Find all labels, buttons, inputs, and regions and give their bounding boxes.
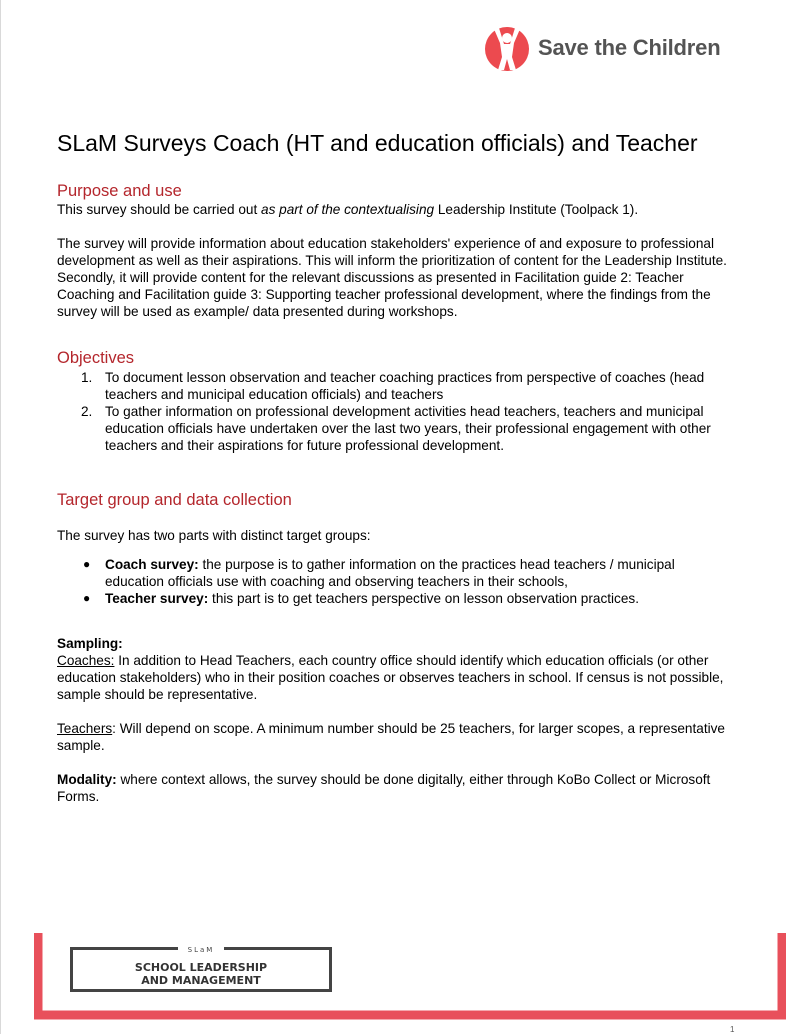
objective-item — [57, 403, 737, 454]
objective-text: To document lesson observation and teacher coaching practices from perspective of coaches (head teachers and municipal education officials) and teachers — [105, 370, 705, 402]
logo-text: Save the Children — [538, 35, 721, 60]
sampling-heading-text: Sampling: — [57, 636, 123, 651]
badge-small-text: SLaM — [187, 946, 215, 954]
target-intro: The survey has two parts with distinct target groups: — [57, 528, 371, 543]
objective-text: To gather information on professional development activities head teachers, teachers and municipal education officials have undertaken over the last two years, their professional engagement with other teachers and their aspirations for future professional development. — [105, 404, 711, 453]
objectives-heading: Objectives — [57, 349, 135, 367]
sampling-coaches — [57, 652, 737, 703]
objectives-list — [57, 369, 737, 454]
badge-line2: AND MANAGEMENT — [141, 974, 261, 987]
save-the-children-logo — [484, 21, 720, 75]
target-bullets — [57, 556, 737, 607]
objective-item — [57, 369, 737, 403]
purpose-line — [57, 201, 737, 218]
bullet-text: the purpose is to gather information on the practices head teachers / municipal education officials use with coaching and observing teachers in their schools, — [105, 557, 675, 589]
bullet-item — [57, 556, 737, 590]
document-body — [57, 128, 737, 805]
bullet-text: this part is to get teachers perspective on lesson observation practices. — [208, 591, 639, 606]
bullet-item — [57, 590, 737, 607]
save-the-children-figure-icon — [484, 23, 530, 73]
document-title: SLaM Surveys Coach (HT and education officials) and Teacher — [57, 130, 698, 156]
bullet-label: Coach survey: — [105, 557, 199, 572]
sampling-teachers — [57, 720, 737, 754]
purpose-line-italic: as part of the contextualising — [261, 202, 435, 217]
purpose-heading: Purpose and use — [57, 182, 182, 200]
badge-line1: SCHOOL LEADERSHIP — [134, 961, 268, 974]
page-number: 1 — [730, 1025, 735, 1034]
bullet-icon: ● — [83, 591, 91, 605]
slam-badge — [70, 944, 332, 992]
modality-text: where context allows, the survey should be done digitally, either through KoBo Collect or Microsoft Forms. — [57, 772, 711, 804]
modality-paragraph — [57, 771, 737, 805]
sampling-heading — [57, 635, 737, 652]
coaches-text: In addition to Head Teachers, each country office should identify which education officials (or other education stakeholders) who in their position coaches or observes teachers in school. If census is not possible, sample should be representative. — [57, 653, 724, 702]
teachers-text: : Will depend on scope. A minimum number should be 25 teachers, for larger scopes, a representative sample. — [57, 721, 725, 753]
modality-label: Modality: — [57, 772, 117, 787]
bullet-icon: ● — [83, 557, 91, 571]
teachers-label: Teachers — [57, 721, 113, 736]
target-heading: Target group and data collection — [57, 491, 292, 509]
purpose-line-start: This survey should be carried out — [57, 202, 262, 217]
objective-number: 1. — [81, 370, 93, 385]
bullet-label: Teacher survey: — [105, 591, 209, 606]
purpose-line-end: Leadership Institute (Toolpack 1). — [434, 202, 639, 217]
page-edge — [0, 0, 1, 1034]
objective-number: 2. — [81, 404, 93, 419]
coaches-label: Coaches: — [57, 653, 115, 668]
purpose-paragraph: The survey will provide information about education stakeholders' experience of and exposure to professional development as well as their aspirations. This will inform the prioritization of content for the Leadership Institute. Secondly, it will provide content for the relevant discussions as presented in Facilitation guide 2: Teacher Coaching and Facilitation guide 3: Supporting teacher professional development, where the findings from the survey will be used as example/ data presented during workshops. — [57, 236, 727, 319]
